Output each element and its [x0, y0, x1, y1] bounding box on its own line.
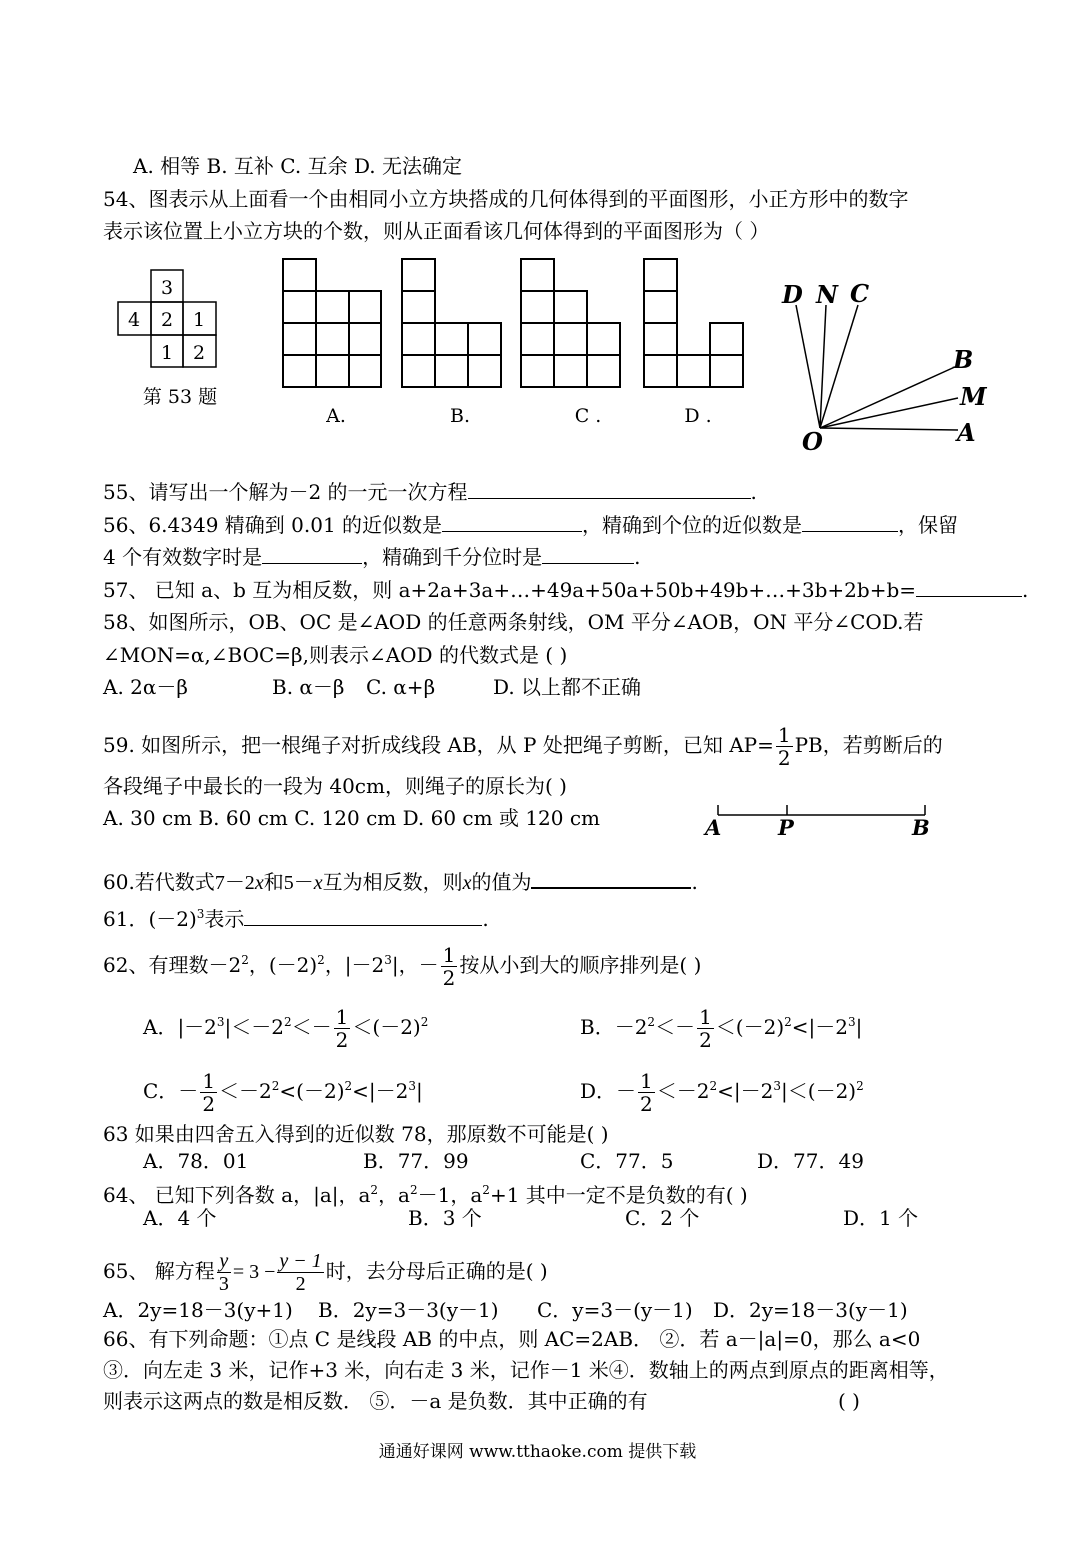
- q60-var-x: x: [313, 872, 323, 894]
- q65-text: 时，去分母后正确的是( ): [325, 1259, 548, 1283]
- option-d-label: D .: [684, 405, 712, 427]
- angle-label-o: O: [802, 427, 823, 456]
- superscript: 2: [370, 1183, 379, 1197]
- option-c-label: C .: [574, 405, 602, 427]
- superscript: 3: [196, 907, 205, 921]
- superscript: 2: [410, 1183, 418, 1197]
- option-text: |: [416, 1079, 423, 1103]
- q66-line2: ③．向左走 3 米，记作+3 米，向右走 3 米，记作－1 米④．数轴上的两点到原点的距离相等，: [103, 1358, 949, 1382]
- fraction: [441, 944, 458, 989]
- option-text: |: [855, 1015, 863, 1039]
- option-text: ＜－2: [219, 1079, 272, 1103]
- q64-option-d: D．1 个: [843, 1206, 919, 1230]
- q59-line2: 各段绳子中最长的一段为 40cm，则绳子的原长为( ): [103, 774, 567, 798]
- q60-text-d: 的值为: [471, 870, 532, 894]
- q61: [103, 901, 489, 932]
- q64-text: －1，a: [417, 1183, 483, 1207]
- q59-text-b: PB，若剪断后的: [794, 733, 943, 757]
- q62-text: |，－: [391, 953, 439, 977]
- superscript: 3: [773, 1079, 782, 1093]
- superscript: 3: [408, 1079, 417, 1093]
- q58-line2: ∠MON=α,∠BOC=β,则表示∠AOD 的代数式是 ( ): [103, 643, 568, 667]
- angle-label-d: D: [782, 280, 803, 309]
- fraction-denominator: 2: [202, 1092, 216, 1116]
- fraction: [200, 1070, 217, 1115]
- q62-option-b: [580, 1006, 862, 1051]
- q58-option-c: C. α+β: [366, 675, 436, 699]
- q65-option-d: D．2y=18－3(y－1): [713, 1298, 908, 1322]
- fraction-denominator: 2: [640, 1092, 653, 1116]
- option-text: |＜(－2): [781, 1079, 857, 1103]
- q60-expr2: 5－: [283, 872, 314, 894]
- answer-blank[interactable]: [244, 907, 482, 926]
- option-text: B．－2: [580, 1015, 648, 1039]
- fraction-denominator: 2: [335, 1028, 349, 1052]
- q65-option-b: B．2y=3－3(y－1): [318, 1298, 499, 1322]
- fraction-denominator: 2: [442, 966, 456, 990]
- fraction-denominator: 3: [218, 1273, 229, 1295]
- superscript: 2: [856, 1079, 864, 1093]
- option-text: <(－2): [279, 1079, 345, 1103]
- q65: [103, 1250, 548, 1295]
- q62: [103, 944, 701, 989]
- superscript: 3: [384, 953, 392, 967]
- q56-text-f: .: [634, 545, 641, 569]
- superscript: 2: [709, 1079, 718, 1093]
- option-text: ＜(－2): [715, 1015, 785, 1039]
- fraction-numerator: 1: [335, 1005, 349, 1029]
- fraction: [334, 1006, 351, 1051]
- grid-number: 1: [160, 342, 174, 364]
- q65-option-c: C．y=3－(y－1): [537, 1298, 693, 1322]
- q60-text-a: 60.若代数式: [103, 870, 215, 894]
- q56-text-e: ，精确到千分位时是: [362, 545, 543, 569]
- angle-label-m: M: [960, 382, 987, 411]
- fraction-numerator: 1: [699, 1005, 712, 1029]
- option-text: ＜－2: [656, 1079, 710, 1103]
- option-text: ＜(－2): [352, 1015, 421, 1039]
- fraction: [217, 1250, 231, 1295]
- q66-line1: 66、有下列命题：①点 C 是线段 AB 的中点，则 AC=2AB． ②．若 a－|a|=0，那么 a<0: [103, 1327, 921, 1351]
- q55-text: 55、请写出一个解为－2 的一元一次方程: [103, 480, 468, 504]
- segment-label-b: B: [912, 815, 930, 840]
- q62-text: 62、有理数－2: [103, 953, 242, 977]
- q60-var-x: x: [254, 872, 264, 894]
- fraction: [277, 1250, 323, 1295]
- superscript: 2: [647, 1015, 656, 1029]
- q64-option-b: B．3 个: [408, 1206, 482, 1230]
- segment-label-p: P: [778, 815, 794, 840]
- q62-option-a: [143, 1006, 428, 1051]
- page-footer: 通通好课网 www.tthaoke.com 提供下载: [378, 1442, 697, 1462]
- superscript: 2: [344, 1079, 353, 1093]
- q58-option-a: A. 2α－β: [103, 675, 188, 699]
- angle-label-b: B: [953, 345, 974, 374]
- angle-label-a: A: [957, 418, 976, 447]
- superscript: 3: [216, 1015, 225, 1029]
- q64-option-c: C．2 个: [625, 1206, 700, 1230]
- q61-end: .: [482, 907, 489, 931]
- superscript: 2: [317, 953, 325, 967]
- superscript: 2: [241, 953, 249, 967]
- q61-text-b: 表示: [204, 907, 245, 931]
- option-b-label: B.: [449, 405, 471, 427]
- q63-option-c: C．77．5: [580, 1149, 674, 1173]
- fraction: [638, 1070, 655, 1115]
- fraction-denominator: 2: [295, 1273, 306, 1295]
- q62-text: 按从小到大的顺序排列是( ): [459, 953, 702, 977]
- q62-option-c: [143, 1070, 423, 1115]
- q64-text: 64、 已知下列各数 a，|a|，a: [103, 1183, 371, 1207]
- q54-line1: 54、图表示从上面看一个由相同小立方块搭成的几何体得到的平面图形，小正方形中的数字: [103, 187, 909, 211]
- q54-line2: 表示该位置上小立方块的个数，则从正面看该几何体得到的平面图形为（ ）: [103, 219, 770, 243]
- q60-var-x: x: [462, 872, 472, 894]
- q61-text-a: 61．(－2): [103, 907, 197, 931]
- option-text: <|－2: [352, 1079, 409, 1103]
- q57-text: 57、 已知 a、b 互为相反数，则 a+2a+3a+…+49a+50a+50b+49b+…+3b+2b+b=: [103, 578, 917, 602]
- q59-options: A. 30 cm B. 60 cm C. 120 cm D. 60 cm 或 120 cm: [103, 806, 601, 830]
- angle-label-c: C: [850, 279, 870, 308]
- fraction-numerator: 1: [442, 943, 456, 967]
- superscript: 3: [848, 1015, 856, 1029]
- grid-number: 2: [192, 342, 206, 364]
- q60-text-c: 互为相反数，则: [322, 870, 463, 894]
- q63: 63 如果由四舍五入得到的近似数 78，那原数不可能是( ): [103, 1122, 609, 1146]
- grid-number: 2: [160, 309, 174, 331]
- option-a-label: A.: [326, 405, 346, 427]
- option-text: <|－2: [717, 1079, 774, 1103]
- option-text: ＜－: [291, 1015, 332, 1039]
- q58-option-b: B. α－β: [272, 675, 345, 699]
- fraction-numerator: y − 1: [279, 1250, 322, 1272]
- q65-option-a: A．2y=18－3(y+1): [103, 1298, 293, 1322]
- q64-option-a: A．4 个: [143, 1206, 217, 1230]
- fraction-numerator: 1: [640, 1069, 653, 1093]
- q53-options: A. 相等 B. 互补 C. 互余 D. 无法确定: [133, 154, 462, 178]
- q57-end: .: [1022, 578, 1029, 602]
- q63-option-d: D．77．49: [757, 1149, 864, 1173]
- q66-answer-paren: ( ): [838, 1389, 860, 1413]
- q62-text: ，|－2: [324, 953, 385, 977]
- q58-option-d: D. 以上都不正确: [493, 675, 642, 699]
- q56-text-c: ，保留: [898, 513, 959, 537]
- q65-equation: = 3 −: [232, 1261, 276, 1283]
- q60-text-b: 和: [263, 870, 284, 894]
- option-text: A．|－2: [143, 1015, 217, 1039]
- q56-text-d: 4 个有效数字时是: [103, 545, 263, 569]
- fraction-denominator: 2: [777, 746, 791, 770]
- option-text: |＜－2: [224, 1015, 285, 1039]
- fraction-numerator: 1: [202, 1069, 216, 1093]
- q62-option-d: [580, 1070, 864, 1115]
- q62-text: ，(－2): [248, 953, 318, 977]
- angle-label-n: N: [816, 280, 838, 309]
- option-text: C．－: [143, 1079, 199, 1103]
- option-text: ＜－: [655, 1015, 696, 1039]
- q65-text: 65、 解方程: [103, 1259, 215, 1283]
- segment-label-a: A: [705, 815, 722, 840]
- option-text: <|－2: [791, 1015, 849, 1039]
- superscript: 2: [482, 1183, 490, 1197]
- q64: [103, 1177, 748, 1208]
- fraction-numerator: 1: [777, 723, 791, 747]
- q58-line1: 58、如图所示，OB、OC 是∠AOD 的任意两条射线，OM 平分∠AOB，ON 平分∠COD.若: [103, 610, 924, 634]
- q56-text-b: ，精确到个位的近似数是: [582, 513, 803, 537]
- fraction-denominator: 2: [699, 1028, 712, 1052]
- grid-number: 4: [127, 309, 141, 331]
- q60-end: .: [691, 870, 698, 894]
- grid-number: 1: [192, 309, 206, 331]
- q56-text-a: 56、6.4349 精确到 0.01 的近似数是: [103, 513, 443, 537]
- grid-number: 3: [160, 277, 174, 299]
- q60: [103, 869, 698, 896]
- q64-text: +1 其中一定不是负数的有( ): [489, 1183, 748, 1207]
- q66-line3: 则表示这两点的数是相反数． ⑤．－a 是负数．其中正确的有: [103, 1389, 648, 1413]
- superscript: 2: [784, 1015, 792, 1029]
- q55-end: .: [750, 480, 757, 504]
- fraction-numerator: y: [217, 1250, 231, 1273]
- fraction: [697, 1006, 714, 1051]
- answer-blank[interactable]: [531, 869, 691, 889]
- q63-option-b: B．77．99: [363, 1149, 469, 1173]
- grid-caption: 第 53 题: [142, 386, 218, 408]
- superscript: 2: [271, 1079, 280, 1093]
- superscript: 2: [284, 1015, 292, 1029]
- q64-text: ，a: [378, 1183, 410, 1207]
- q59-text-a: 59. 如图所示，把一根绳子对折成线段 AB，从 P 处把绳子剪断，已知 AP=: [103, 733, 774, 757]
- superscript: 2: [420, 1015, 429, 1029]
- q63-option-a: A．78．01: [143, 1149, 249, 1173]
- option-text: D．－: [580, 1079, 637, 1103]
- q60-expr1: 7－2: [214, 872, 255, 894]
